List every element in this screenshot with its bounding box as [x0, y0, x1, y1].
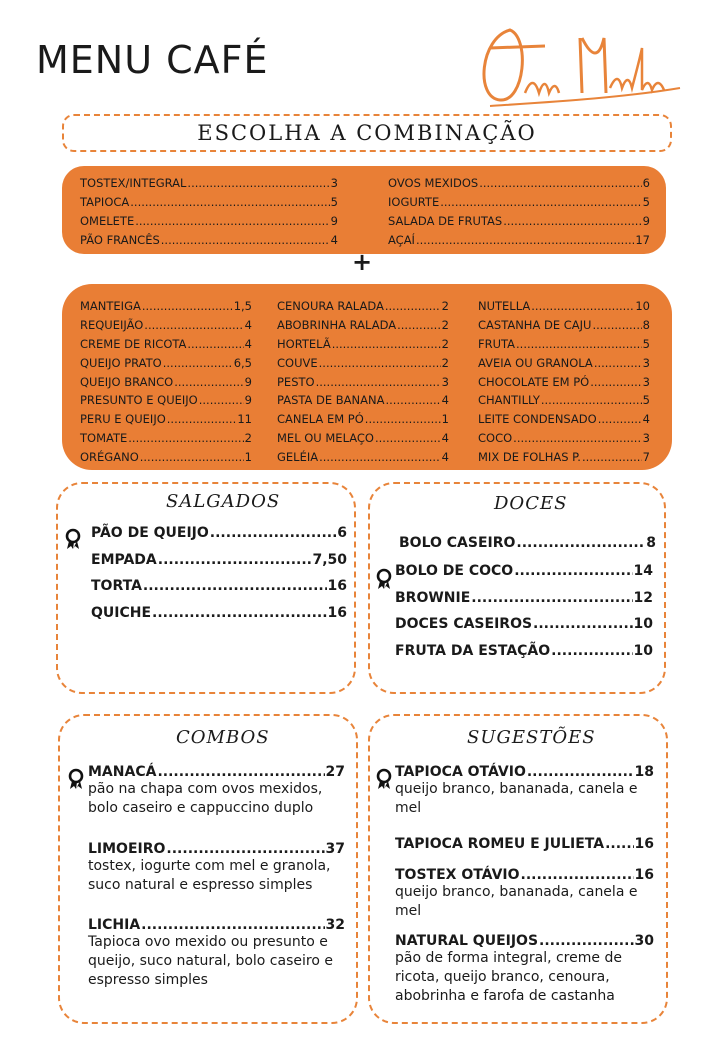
menu-line: [388, 233, 650, 252]
menu-line: [395, 616, 653, 643]
item-name: LEITE CONDENSADO: [478, 412, 597, 427]
item-name: CREME DE RICOTA: [80, 336, 187, 351]
item-name: BROWNIE: [395, 589, 471, 606]
item-name: PRESUNTO E QUEIJO: [80, 393, 198, 408]
item-price: 9: [330, 213, 338, 228]
item-name: IOGURTE: [388, 194, 440, 209]
menu-line: [478, 318, 650, 337]
award-ribbon-icon: [375, 768, 393, 790]
suggestion-item: [395, 867, 654, 921]
item-price: 2: [441, 336, 449, 351]
item-price: 4: [642, 412, 650, 427]
menu-line: [388, 214, 650, 233]
item-price: 16: [327, 578, 347, 594]
item-price: 4: [244, 317, 252, 332]
item-price: 17: [635, 232, 650, 247]
item-price: 3: [330, 176, 338, 190]
menu-line: [80, 214, 338, 233]
menu-line: [277, 318, 449, 337]
item-name: MANTEIGA: [80, 299, 141, 313]
item-price: 27: [325, 764, 345, 780]
suggestion-item: [395, 764, 654, 818]
menu-line: [478, 412, 650, 431]
item-price: 2: [441, 299, 449, 313]
item-price: 6,5: [233, 355, 252, 370]
item-name: ABOBRINHA RALADA: [277, 317, 397, 332]
item-price: 5: [330, 194, 338, 209]
item-name: TAPIOCA: [80, 194, 130, 209]
item-name: ORÉGANO: [80, 450, 139, 465]
item-price: 2: [441, 355, 449, 370]
item-price: 10: [633, 642, 653, 659]
item-description: queijo branco, bananada, canela e mel: [395, 884, 638, 919]
choose-combination-heading: ESCOLHA A COMBINAÇÃO: [62, 114, 672, 152]
additions-column-1: [80, 299, 252, 469]
item-name: MEL OU MELAÇO: [277, 431, 374, 446]
item-price: 4: [244, 336, 252, 351]
menu-line: [91, 578, 347, 605]
item-price: 2: [244, 431, 252, 446]
item-price: 10: [635, 299, 650, 313]
item-name: NUTELLA: [478, 299, 531, 313]
combo-item: [88, 917, 345, 990]
item-price: 1: [244, 450, 252, 465]
doces-first-line: [399, 535, 656, 562]
item-price: 3: [642, 431, 650, 446]
item-price: 32: [325, 917, 345, 933]
menu-line: [395, 563, 653, 590]
menu-line: [388, 195, 650, 214]
base-left-column: [80, 176, 338, 252]
menu-line: [80, 337, 252, 356]
item-name: GELÉIA: [277, 450, 319, 465]
item-price: 37: [325, 841, 345, 857]
item-price: 9: [244, 393, 252, 408]
sugestoes-title: SUGESTÕES: [467, 727, 596, 748]
item-description: queijo branco, bananada, canela e mel: [395, 781, 638, 816]
item-name: TORTA: [91, 578, 142, 594]
additions-column-3: [478, 299, 650, 469]
item-name: SALADA DE FRUTAS: [388, 213, 503, 228]
item-name: QUEIJO BRANCO: [80, 374, 174, 389]
item-name: NATURAL QUEIJOS: [395, 933, 539, 949]
item-name: TOSTEX/INTEGRAL: [80, 176, 187, 190]
item-name: TOSTEX OTÁVIO: [395, 867, 520, 883]
item-price: 11: [237, 412, 252, 427]
menu-line: [80, 318, 252, 337]
menu-line: [88, 764, 345, 780]
salgados-list: [91, 525, 347, 631]
item-name: PASTA DE BANANA: [277, 393, 385, 408]
item-name: CASTANHA DE CAJU: [478, 317, 592, 332]
item-price: 4: [441, 431, 449, 446]
menu-line: [277, 299, 449, 318]
item-price: 2: [441, 317, 449, 332]
item-price: 12: [633, 589, 653, 606]
menu-line: [91, 605, 347, 632]
menu-line: [277, 337, 449, 356]
item-name: TAPIOCA OTÁVIO: [395, 764, 526, 780]
salgados-title: SALGADOS: [166, 491, 281, 512]
menu-line: [395, 836, 654, 852]
menu-line: [395, 764, 654, 780]
menu-line: [478, 337, 650, 356]
suggestion-item: [395, 836, 654, 852]
item-name: DOCES CASEIROS: [395, 616, 533, 632]
item-price: 18: [634, 764, 654, 780]
item-price: 9: [642, 213, 650, 228]
item-name: CHOCOLATE EM PÓ: [478, 374, 590, 389]
item-price: 6: [642, 176, 650, 190]
combo-item: [88, 841, 345, 895]
item-name: HORTELÃ: [277, 336, 331, 351]
item-price: 4: [441, 393, 449, 408]
item-price: 10: [633, 616, 653, 632]
item-name: TAPIOCA ROMEU E JULIETA: [395, 836, 605, 852]
item-name: BOLO DE COCO: [395, 563, 514, 579]
menu-line: [88, 841, 345, 857]
item-name: COUVE: [277, 355, 318, 370]
item-name: TOMATE: [80, 431, 128, 446]
combos-title: COMBOS: [176, 727, 270, 748]
item-price: 1,5: [233, 299, 252, 313]
menu-line: [80, 233, 338, 252]
brand-signature-logo: [470, 18, 685, 113]
page-title: MENU CAFÉ: [36, 38, 269, 82]
item-description: pão na chapa com ovos mexidos, bolo caseiro e cappuccino duplo: [88, 781, 323, 816]
item-name: QUEIJO PRATO: [80, 355, 162, 370]
menu-line: [80, 412, 252, 431]
menu-line: [91, 552, 347, 579]
menu-line: [80, 375, 252, 394]
item-price: 8: [646, 535, 656, 551]
menu-line: [395, 643, 653, 670]
menu-line: [80, 450, 252, 469]
additions-column-2: [277, 299, 449, 469]
menu-line: [395, 933, 654, 949]
item-description: tostex, iogurte com mel e granola, suco natural e espresso simples: [88, 858, 331, 893]
menu-line: [478, 356, 650, 375]
item-name: LIMOEIRO: [88, 841, 166, 857]
menu-line: [277, 356, 449, 375]
award-ribbon-icon: [64, 528, 82, 550]
award-ribbon-icon: [375, 568, 393, 590]
item-name: MANACÁ: [88, 764, 157, 780]
menu-line: [395, 867, 654, 883]
base-right-column: [388, 176, 650, 252]
menu-line: [88, 917, 345, 933]
item-name: CANELA EM PÓ: [277, 412, 364, 427]
item-name: CENOURA RALADA: [277, 299, 384, 313]
item-name: EMPADA: [91, 551, 157, 568]
item-name: LICHIA: [88, 917, 141, 933]
item-name: FRUTA: [478, 336, 516, 351]
item-price: 7,50: [312, 551, 347, 568]
item-name: AÇAÍ: [388, 232, 415, 247]
menu-line: [80, 176, 338, 195]
item-price: 4: [330, 232, 338, 247]
menu-line: [478, 431, 650, 450]
menu-line: [478, 450, 650, 469]
award-ribbon-icon: [67, 768, 85, 790]
menu-line: [395, 590, 653, 617]
item-name: AVEIA OU GRANOLA: [478, 355, 593, 370]
menu-line: [277, 393, 449, 412]
item-price: 7: [642, 450, 650, 465]
additions-panel: [62, 284, 672, 470]
item-price: 3: [441, 374, 449, 389]
item-price: 5: [642, 393, 650, 408]
item-name: OMELETE: [80, 213, 135, 228]
menu-line: [399, 535, 656, 562]
item-name: REQUEIJÃO: [80, 317, 144, 332]
menu-line: [277, 450, 449, 469]
item-price: 6: [337, 525, 347, 541]
item-name: PÃO DE QUEIJO: [91, 525, 209, 541]
menu-line: [277, 431, 449, 450]
item-name: OVOS MEXIDOS: [388, 176, 479, 190]
menu-line: [80, 393, 252, 412]
item-price: 5: [642, 336, 650, 351]
doces-list: [395, 563, 653, 669]
item-price: 16: [327, 604, 347, 621]
item-name: PESTO: [277, 374, 315, 389]
doces-title: DOCES: [494, 493, 568, 514]
item-name: PERU E QUEIJO: [80, 412, 166, 427]
menu-line: [80, 299, 252, 318]
menu-line: [80, 195, 338, 214]
item-price: 16: [634, 836, 654, 852]
item-description: Tapioca ovo mexido ou presunto e queijo, suco natural, bolo caseiro e espresso simples: [88, 934, 333, 988]
item-name: FRUTA DA ESTAÇÃO: [395, 642, 551, 659]
menu-line: [478, 299, 650, 318]
item-price: 4: [441, 450, 449, 465]
item-name: CHANTILLY: [478, 393, 540, 408]
item-name: BOLO CASEIRO: [399, 535, 516, 551]
item-name: MIX DE FOLHAS P.: [478, 450, 581, 465]
item-price: 3: [642, 355, 650, 370]
item-name: COCO: [478, 431, 513, 446]
item-price: 14: [633, 563, 653, 579]
menu-line: [478, 393, 650, 412]
item-name: PÃO FRANCÊS: [80, 232, 160, 247]
item-price: 3: [642, 374, 650, 389]
menu-line: [478, 375, 650, 394]
item-price: 1: [441, 412, 449, 427]
menu-line: [277, 375, 449, 394]
item-name: QUICHE: [91, 604, 152, 621]
menu-line: [388, 176, 650, 195]
menu-line: [277, 412, 449, 431]
menu-line: [80, 431, 252, 450]
menu-line: [80, 356, 252, 375]
combo-item: [88, 764, 345, 818]
item-price: 8: [642, 317, 650, 332]
base-items-panel: [62, 166, 666, 254]
plus-sign: +: [352, 248, 373, 276]
menu-line: [91, 525, 347, 552]
item-price: 30: [634, 933, 654, 949]
item-price: 16: [634, 867, 654, 883]
item-description: pão de forma integral, creme de ricota, queijo branco, cenoura, abobrinha e farofa de castanha: [395, 950, 622, 1004]
item-price: 9: [244, 374, 252, 389]
item-price: 5: [642, 194, 650, 209]
suggestion-item: [395, 933, 654, 1006]
